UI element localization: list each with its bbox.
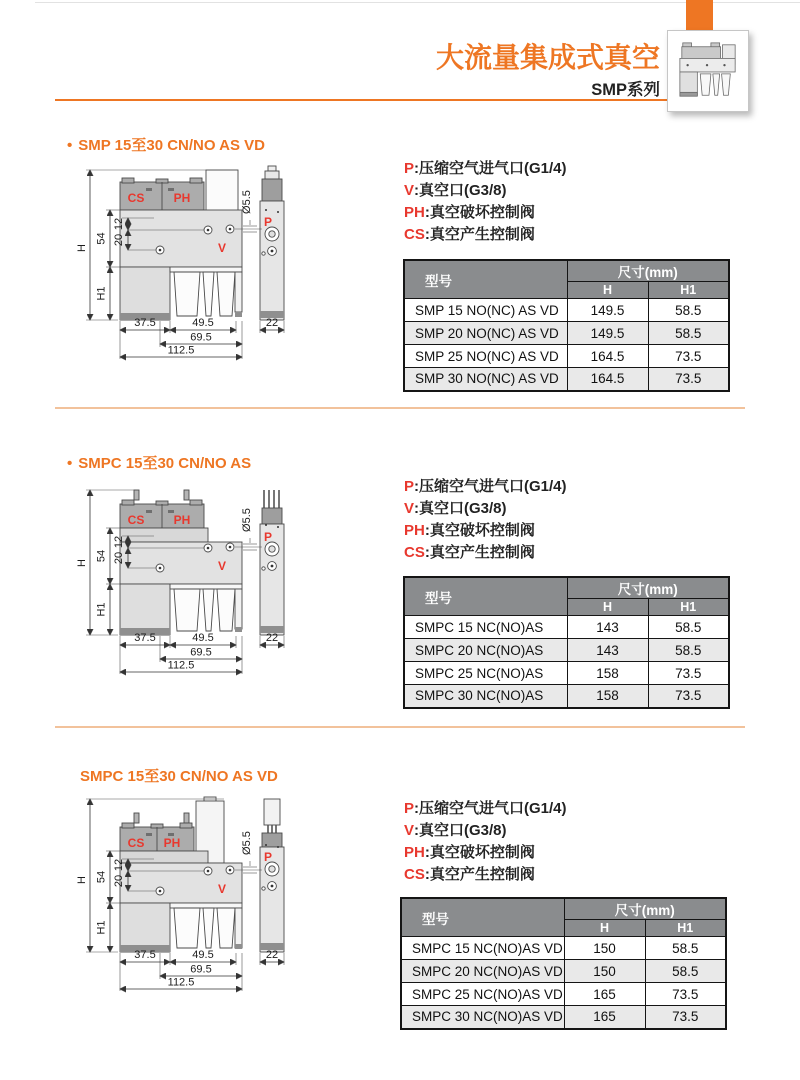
svg-text:PH: PH [163, 836, 181, 850]
h1-value-cell: 58.5 [648, 299, 729, 322]
svg-text:20: 20 [113, 551, 125, 565]
dimension-table [403, 259, 730, 392]
col-header-dimensions: 尺寸(mm) [567, 260, 729, 282]
col-header-dimensions: 尺寸(mm) [564, 898, 726, 920]
technical-drawing [56, 795, 312, 1000]
legend-line [404, 864, 567, 886]
model-cell: SMPC 20 NC(NO)AS [404, 639, 567, 662]
table-row [401, 983, 726, 1006]
h1-value-cell: 58.5 [645, 937, 726, 960]
table-row [404, 639, 729, 662]
section-heading-text: SMPC 15至30 CN/NO AS VD [80, 768, 278, 785]
svg-text:H1: H1 [95, 286, 108, 301]
svg-text:CS: CS [127, 836, 145, 850]
product-thumbnail [667, 30, 749, 112]
port-description: :真空破坏控制阀 [424, 522, 535, 539]
h1-value-cell: 58.5 [648, 639, 729, 662]
col-header-h: H [567, 599, 648, 616]
h-value-cell: 143 [567, 639, 648, 662]
svg-text:112.5: 112.5 [167, 659, 195, 672]
svg-text:V: V [217, 882, 227, 896]
port-description: :真空产生控制阀 [424, 866, 535, 883]
technical-drawing [56, 478, 312, 683]
port-description: :真空破坏控制阀 [424, 204, 535, 221]
dimension-table [403, 576, 730, 709]
section-heading [67, 134, 265, 155]
table-row [404, 368, 729, 391]
bullet-marker: • [67, 137, 73, 154]
port-description: :真空口(G3/8) [414, 822, 507, 839]
legend-line [404, 842, 567, 864]
table-row [404, 299, 729, 322]
col-header-h: H [564, 920, 645, 937]
legend-line [404, 542, 567, 564]
h1-value-cell: 73.5 [648, 368, 729, 391]
legend-line [404, 498, 567, 520]
legend-line [404, 798, 567, 820]
table-row [404, 685, 729, 708]
dimension-table-grid [403, 259, 730, 392]
svg-text:H1: H1 [95, 920, 108, 935]
h-value-cell: 164.5 [567, 368, 648, 391]
svg-text:12: 12 [113, 535, 125, 549]
model-cell: SMPC 30 NC(NO)AS [404, 685, 567, 708]
model-cell: SMP 30 NO(NC) AS VD [404, 368, 567, 391]
svg-text:H: H [76, 876, 88, 884]
port-key: PH [404, 522, 425, 539]
model-cell: SMPC 30 NC(NO)AS VD [401, 1006, 564, 1029]
model-cell: SMP 20 NO(NC) AS VD [404, 322, 567, 345]
h1-value-cell: 58.5 [648, 322, 729, 345]
port-key: P [404, 160, 415, 177]
series-subtitle: SMP系列 [591, 81, 660, 99]
h1-value-cell: 73.5 [648, 662, 729, 685]
col-header-model: 型号 [404, 577, 567, 616]
port-key: CS [404, 866, 425, 883]
col-header-h: H [567, 282, 648, 299]
port-description: :压缩空气进气口(G1/4) [414, 478, 567, 495]
port-key: P [404, 478, 415, 495]
bullet-marker: • [67, 455, 73, 472]
h-value-cell: 158 [567, 685, 648, 708]
svg-text:69.5: 69.5 [190, 331, 212, 344]
svg-text:37.5: 37.5 [134, 317, 156, 329]
h-value-cell: 149.5 [567, 299, 648, 322]
h-value-cell: 158 [567, 662, 648, 685]
model-cell: SMPC 25 NC(NO)AS [404, 662, 567, 685]
col-header-h1: H1 [645, 920, 726, 937]
table-row [404, 345, 729, 368]
h-value-cell: 164.5 [567, 345, 648, 368]
port-description: :压缩空气进气口(G1/4) [414, 160, 567, 177]
model-cell: SMPC 15 NC(NO)AS VD [401, 937, 564, 960]
page-title: 大流量集成式真空 [435, 42, 660, 73]
svg-text:37.5: 37.5 [134, 949, 156, 961]
svg-text:P: P [264, 850, 273, 864]
legend-line [404, 520, 567, 542]
svg-text:69.5: 69.5 [190, 963, 212, 976]
svg-text:12: 12 [113, 858, 125, 872]
h-value-cell: 165 [564, 983, 645, 1006]
svg-text:49.5: 49.5 [192, 317, 214, 329]
model-cell: SMP 25 NO(NC) AS VD [404, 345, 567, 368]
h1-value-cell: 73.5 [648, 345, 729, 368]
table-row [404, 616, 729, 639]
col-header-model: 型号 [404, 260, 567, 299]
svg-text:PH: PH [173, 513, 191, 527]
svg-text:Ø5.5: Ø5.5 [241, 190, 253, 214]
svg-text:20: 20 [113, 233, 125, 247]
svg-text:20: 20 [113, 874, 125, 888]
col-header-dimensions: 尺寸(mm) [567, 577, 729, 599]
model-cell: SMPC 25 NC(NO)AS VD [401, 983, 564, 1006]
port-description: :真空产生控制阀 [424, 226, 535, 243]
table-row [401, 960, 726, 983]
h1-value-cell: 73.5 [648, 685, 729, 708]
svg-text:49.5: 49.5 [192, 632, 214, 644]
model-cell: SMPC 20 NC(NO)AS VD [401, 960, 564, 983]
product-thumbnail-image [674, 39, 742, 103]
svg-text:PH: PH [173, 191, 191, 205]
port-key: V [404, 500, 415, 517]
svg-text:12: 12 [113, 217, 125, 231]
port-legend [404, 476, 567, 564]
model-cell: SMP 15 NO(NC) AS VD [404, 299, 567, 322]
h-value-cell: 165 [564, 1006, 645, 1029]
svg-text:54: 54 [95, 870, 108, 884]
port-legend [404, 158, 567, 246]
legend-line [404, 476, 567, 498]
port-key: CS [404, 544, 425, 561]
svg-text:CS: CS [127, 513, 145, 527]
svg-text:V: V [217, 559, 227, 573]
h-value-cell: 150 [564, 937, 645, 960]
port-key: PH [404, 844, 425, 861]
header-rule [55, 99, 667, 101]
technical-drawing [56, 163, 312, 368]
table-row [404, 322, 729, 345]
section-heading-text: SMP 15至30 CN/NO AS VD [78, 137, 265, 154]
section-divider [55, 407, 745, 409]
h1-value-cell: 73.5 [645, 1006, 726, 1029]
section-heading [74, 765, 278, 786]
legend-line [404, 180, 567, 202]
col-header-model: 型号 [401, 898, 564, 937]
svg-text:H: H [76, 559, 88, 567]
port-legend [404, 798, 567, 886]
svg-text:Ø5.5: Ø5.5 [241, 508, 253, 532]
h1-value-cell: 73.5 [645, 983, 726, 1006]
dimension-table-grid [403, 576, 730, 709]
svg-text:H: H [76, 244, 88, 252]
svg-text:22: 22 [265, 632, 279, 644]
table-row [401, 937, 726, 960]
port-key: CS [404, 226, 425, 243]
section-heading [67, 452, 251, 473]
section-divider [55, 726, 745, 728]
svg-text:P: P [264, 215, 273, 229]
svg-text:37.5: 37.5 [134, 632, 156, 644]
port-key: V [404, 182, 415, 199]
svg-text:22: 22 [265, 317, 279, 329]
model-cell: SMPC 15 NC(NO)AS [404, 616, 567, 639]
dimension-table-grid [400, 897, 727, 1030]
port-description: :真空口(G3/8) [414, 500, 507, 517]
port-key: P [404, 800, 415, 817]
svg-text:54: 54 [95, 549, 108, 563]
svg-text:Ø5.5: Ø5.5 [241, 831, 253, 855]
dimension-table [400, 897, 727, 1030]
port-key: PH [404, 204, 425, 221]
h1-value-cell: 58.5 [648, 616, 729, 639]
legend-line [404, 202, 567, 224]
svg-text:49.5: 49.5 [192, 949, 214, 961]
page-corner-tab [686, 0, 713, 30]
section-heading-text: SMPC 15至30 CN/NO AS [78, 455, 252, 472]
port-description: :压缩空气进气口(G1/4) [414, 800, 567, 817]
svg-text:CS: CS [127, 191, 145, 205]
svg-text:22: 22 [265, 949, 279, 961]
legend-line [404, 224, 567, 246]
legend-line [404, 820, 567, 842]
col-header-h1: H1 [648, 599, 729, 616]
col-header-h1: H1 [648, 282, 729, 299]
svg-text:54: 54 [95, 232, 108, 245]
table-row [401, 1006, 726, 1029]
h-value-cell: 149.5 [567, 322, 648, 345]
svg-text:V: V [217, 241, 227, 255]
svg-text:P: P [264, 530, 273, 544]
h-value-cell: 150 [564, 960, 645, 983]
legend-line [404, 158, 567, 180]
h-value-cell: 143 [567, 616, 648, 639]
svg-text:69.5: 69.5 [190, 646, 212, 659]
svg-text:H1: H1 [95, 602, 108, 617]
port-description: :真空破坏控制阀 [424, 844, 535, 861]
svg-text:112.5: 112.5 [167, 344, 195, 357]
port-key: V [404, 822, 415, 839]
h1-value-cell: 58.5 [645, 960, 726, 983]
table-row [404, 662, 729, 685]
port-description: :真空口(G3/8) [414, 182, 507, 199]
port-description: :真空产生控制阀 [424, 544, 535, 561]
svg-text:112.5: 112.5 [167, 976, 195, 989]
